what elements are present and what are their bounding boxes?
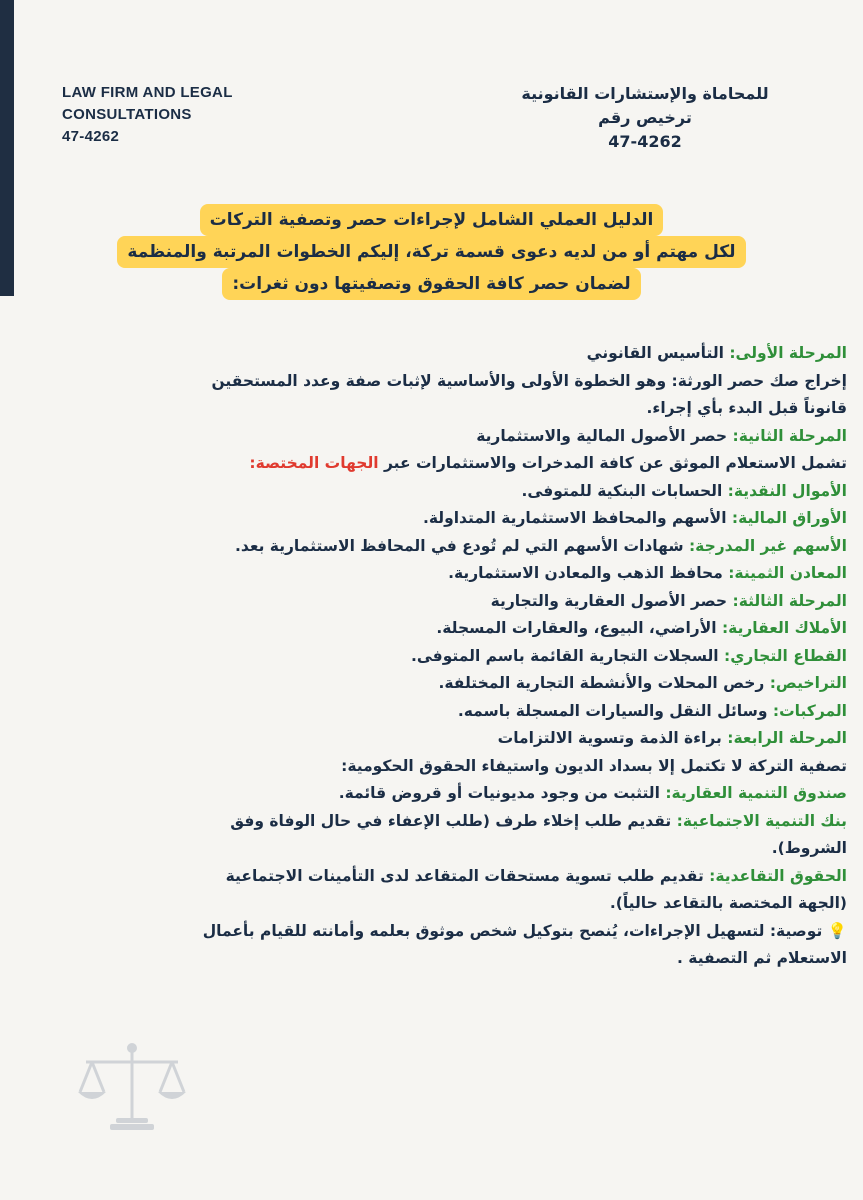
item-label: الحقوق التقاعدية:	[709, 866, 847, 885]
stage-2-intro-colon: :	[249, 454, 256, 472]
firm-name-line2: CONSULTATIONS	[62, 106, 192, 123]
item-label: القطاع التجاري:	[724, 646, 847, 665]
guide-body	[15, 340, 847, 973]
tip-continuation: الاستعلام ثم التصفية .	[677, 949, 847, 967]
item-text: محافظ الذهب والمعادن الاستثمارية.	[448, 564, 729, 582]
stage-1-desc-line2: قانوناً قبل البدء بأي إجراء.	[646, 399, 847, 417]
stage-1-heading	[15, 340, 847, 368]
list-item	[15, 505, 847, 533]
item-text: الأراضي، البيوع، والعقارات المسجلة.	[436, 619, 722, 637]
item-label: صندوق التنمية العقارية:	[665, 784, 847, 802]
item-label: المركبات:	[772, 701, 847, 720]
stage-1-desc-line1: إخراج صك حصر الورثة: وهو الخطوة الأولى والأساسية لإثبات صفة وعدد المستحقين	[211, 371, 847, 390]
list-item	[15, 533, 847, 561]
firm-name-arabic	[515, 82, 775, 154]
lightbulb-icon: 💡	[827, 921, 847, 940]
stage-4-intro: تصفية التركة لا تكتمل إلا بسداد الديون واستيفاء الحقوق الحكومية:	[341, 756, 847, 775]
scales-of-justice-icon	[72, 1040, 192, 1132]
stage-2-label: المرحلة الثانية:	[732, 426, 847, 445]
item-text: تقديم طلب تسوية مستحقات المتقاعد لدى التأمينات الاجتماعية	[225, 866, 710, 885]
stage-2-intro-text: تشمل الاستعلام الموثق عن كافة المدخرات والاستثمارات عبر	[378, 454, 847, 472]
stage-4-heading	[15, 725, 847, 753]
stage-2-text: حصر الأصول المالية والاستثمارية	[476, 426, 733, 445]
title-line-3: لضمان حصر كافة الحقوق وتصفيتها دون ثغرات:	[222, 268, 640, 300]
stage-2-heading	[15, 423, 847, 451]
list-item	[15, 615, 847, 643]
list-item	[15, 643, 847, 671]
stage-3-label: المرحلة الثالثة:	[732, 591, 847, 610]
stage-2-intro	[15, 450, 847, 478]
item-text: وسائل النقل والسيارات المسجلة باسمه.	[457, 701, 773, 720]
stage-1-text: التأسيس القانوني	[586, 344, 730, 362]
document-title	[0, 204, 863, 300]
item-text: الحسابات البنكية للمتوفى.	[521, 481, 728, 500]
list-item	[15, 670, 847, 698]
list-item	[15, 478, 847, 506]
title-line-2: لكل مهتم أو من لديه دعوى قسمة تركة، إليكم الخطوات المرتبة والمنظمة	[117, 236, 745, 268]
item-text: شهادات الأسهم التي لم تُودع في المحافظ الاستثمارية بعد.	[234, 536, 689, 555]
stage-4-text: براءة الذمة وتسوية الالتزامات	[497, 729, 728, 747]
item-text: التثبت من وجود مديونيات أو قروض قائمة.	[338, 784, 666, 802]
stage-3-text: حصر الأصول العقارية والتجارية	[490, 591, 733, 610]
item-text: السجلات التجارية القائمة باسم المتوفى.	[410, 646, 725, 665]
firm-name-arabic-line1: للمحاماة والإستشارات القانونية	[521, 84, 769, 103]
stage-4-label: المرحلة الرابعة:	[727, 729, 847, 747]
item-text: رخص المحلات والأنشطة التجارية المختلفة.	[438, 674, 770, 692]
list-item	[15, 808, 847, 836]
stage-2-intro-highlight: الجهات المختصة	[255, 454, 379, 472]
stage-3-heading	[15, 588, 847, 616]
item-label: الأموال النقدية:	[727, 481, 847, 500]
item-text: الأسهم والمحافظ الاستثمارية المتداولة.	[422, 509, 732, 527]
firm-name-line1: LAW FIRM AND LEGAL	[62, 84, 233, 101]
item-label: الأسهم غير المدرجة:	[688, 536, 847, 555]
list-item	[15, 863, 847, 891]
tip-text: توصية: لتسهيل الإجراءات، يُنصح بتوكيل شخص موثوق بعلمه وأمانته للقيام بأعمال	[202, 921, 828, 940]
license-number-english: 47-4262	[62, 128, 120, 145]
license-number-arabic: 47-4262	[608, 132, 682, 151]
item-label: المعادن الثمينة:	[728, 564, 847, 582]
item-label: الأوراق المالية:	[731, 509, 847, 527]
list-item	[15, 698, 847, 726]
item-label: التراخيص:	[769, 674, 847, 692]
license-label-arabic: ترخيص رقم	[598, 108, 692, 127]
list-item	[15, 780, 847, 808]
list-item	[15, 560, 847, 588]
list-item-continuation: الشروط).	[771, 839, 847, 857]
firm-name-english	[62, 82, 233, 148]
item-label: الأملاك العقارية:	[721, 619, 847, 637]
title-line-1: الدليل العملي الشامل لإجراءات حصر وتصفية التركات	[200, 204, 664, 236]
item-text: تقديم طلب إخلاء طرف (طلب الإعفاء في حال الوفاة وفق	[230, 811, 677, 830]
stage-1-label: المرحلة الأولى:	[729, 344, 847, 362]
item-label: بنك التنمية الاجتماعية:	[676, 811, 847, 830]
tip-line	[15, 918, 847, 946]
list-item-continuation: (الجهة المختصة بالتقاعد حالياً).	[609, 894, 847, 912]
